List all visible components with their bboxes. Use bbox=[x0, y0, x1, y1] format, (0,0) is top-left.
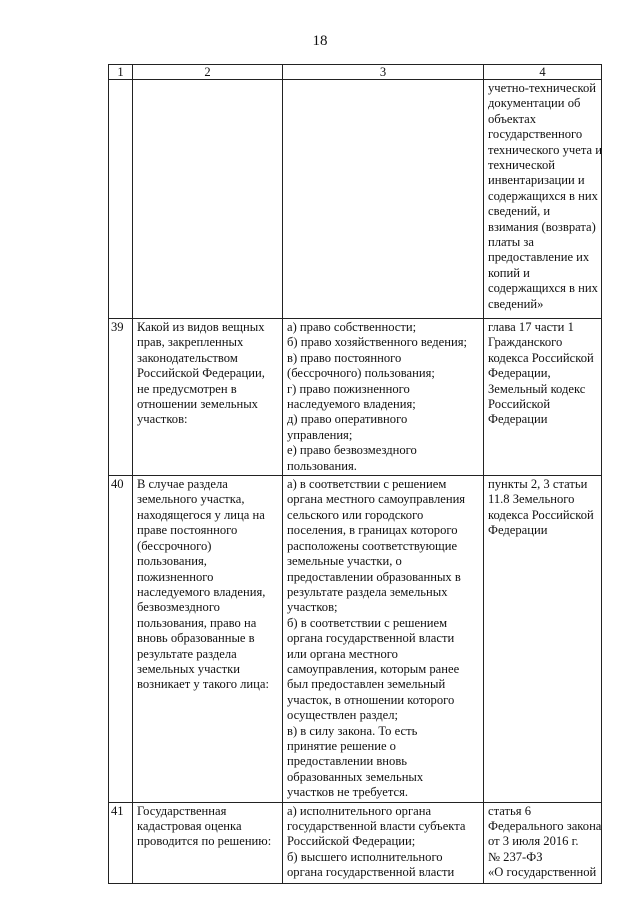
source-line: сведений, и bbox=[488, 204, 551, 219]
answers-line: в) в силу закона. То есть bbox=[287, 723, 418, 738]
answers-cell bbox=[283, 802, 484, 883]
answers-line: принятие решение о bbox=[287, 738, 396, 753]
answers-line: д) право оперативного bbox=[287, 412, 408, 427]
question-line: результате раздела bbox=[137, 646, 237, 661]
table-row bbox=[109, 319, 602, 476]
source-line: пункты 2, 3 статьи bbox=[488, 477, 588, 492]
question-line: участков: bbox=[137, 412, 188, 427]
row-number bbox=[109, 80, 133, 319]
answers-line: б) в соответствии с решением bbox=[287, 615, 448, 630]
answers-line: государственной власти субъекта bbox=[287, 819, 466, 833]
source-cell bbox=[484, 319, 602, 476]
column-header: 2 bbox=[133, 65, 283, 80]
question-line: пожизненного bbox=[137, 569, 214, 584]
source-line: копий и bbox=[488, 265, 530, 280]
question-line: Государственная bbox=[137, 803, 227, 818]
source-line: Федерации, bbox=[488, 366, 551, 381]
answers-line: органа местного самоуправления bbox=[287, 492, 466, 507]
source-line: платы за bbox=[488, 235, 534, 250]
question-line: проводится по решению: bbox=[137, 834, 272, 849]
answers-line: сельского или городского bbox=[287, 507, 424, 522]
answers-line: г) право пожизненного bbox=[287, 381, 410, 396]
question-line: вновь образованные в bbox=[137, 631, 255, 646]
answers-line: образованных земельных bbox=[287, 769, 424, 784]
source-line: учетно-технической bbox=[488, 81, 596, 95]
column-header: 1 bbox=[109, 65, 133, 80]
source-line: 11.8 Земельного bbox=[488, 492, 575, 507]
source-line: № 237-ФЗ bbox=[488, 849, 543, 864]
answers-line: результате раздела земельных bbox=[287, 584, 448, 599]
answers-line: участков; bbox=[287, 600, 338, 615]
table-row bbox=[109, 476, 602, 803]
source-line: от 3 июля 2016 г. bbox=[488, 834, 579, 849]
question-line: пользования, bbox=[137, 554, 207, 569]
source-line: технической bbox=[488, 158, 556, 173]
questions-table bbox=[108, 64, 602, 884]
question-cell bbox=[133, 80, 283, 319]
source-line: предоставление их bbox=[488, 250, 590, 265]
source-line: содержащихся в них bbox=[488, 281, 598, 296]
table-row bbox=[109, 802, 602, 883]
source-line: глава 17 части 1 bbox=[488, 320, 574, 334]
answers-line: е) право безвозмездного bbox=[287, 443, 417, 458]
question-line: кадастровая оценка bbox=[137, 819, 242, 833]
answers-line: б) высшего исполнительного bbox=[287, 849, 443, 864]
answers-line: органа государственной власти bbox=[287, 631, 455, 646]
answers-line: а) право собственности; bbox=[287, 320, 417, 334]
question-line: земельных участки bbox=[137, 661, 240, 676]
source-line: «О государственной bbox=[488, 865, 597, 880]
answers-line: предоставлении образованных в bbox=[287, 569, 461, 584]
question-line: наследуемого владения, bbox=[137, 584, 266, 599]
answers-line: органа государственной власти bbox=[287, 865, 455, 880]
answers-line: (бессрочного) пользования; bbox=[287, 366, 435, 381]
source-line: сведений» bbox=[488, 296, 544, 311]
answers-line: расположены соответствующие bbox=[287, 538, 458, 553]
source-line: кодекса Российской bbox=[488, 507, 594, 522]
source-cell bbox=[484, 80, 602, 319]
source-line: статья 6 bbox=[488, 803, 531, 818]
source-line: Федерации bbox=[488, 412, 548, 427]
source-line: государственного bbox=[488, 127, 583, 142]
answers-line: наследуемого владения; bbox=[287, 397, 416, 412]
answers-line: б) право хозяйственного ведения; bbox=[287, 335, 467, 350]
answers-cell bbox=[283, 476, 484, 803]
answers-cell bbox=[283, 80, 484, 319]
source-cell bbox=[484, 476, 602, 803]
question-line: не предусмотрен в bbox=[137, 381, 237, 396]
table-header-row bbox=[109, 65, 602, 80]
answers-line: осуществлен раздел; bbox=[287, 708, 398, 723]
source-line: Гражданского bbox=[488, 335, 563, 350]
row-number: 41 bbox=[109, 802, 133, 883]
source-line: кодекса Российской bbox=[488, 350, 594, 365]
answers-line: земельные участки, о bbox=[287, 554, 402, 569]
column-header: 4 bbox=[484, 65, 602, 80]
source-line: технического учета и bbox=[488, 142, 602, 157]
question-cell bbox=[133, 802, 283, 883]
question-line: находящегося у лица на bbox=[137, 507, 265, 522]
page-number: 18 bbox=[312, 33, 328, 49]
source-line: Федерации bbox=[488, 523, 548, 538]
question-line: прав, закрепленных bbox=[137, 335, 244, 350]
answers-line: Российской Федерации; bbox=[287, 834, 416, 849]
source-cell bbox=[484, 802, 602, 883]
answers-line: пользования. bbox=[287, 458, 357, 473]
source-line: Федерального закона bbox=[488, 819, 602, 833]
answers-line: поселения, в границах которого bbox=[287, 523, 458, 538]
question-line: возникает у такого лица: bbox=[137, 677, 269, 692]
answers-line: а) исполнительного органа bbox=[287, 803, 432, 818]
source-line: Земельный кодекс bbox=[488, 381, 586, 396]
answers-line: управления; bbox=[287, 427, 353, 442]
answers-line: самоуправления, которым ранее bbox=[287, 661, 460, 676]
answers-line: в) право постоянного bbox=[287, 350, 402, 365]
source-line: взимания (возврата) bbox=[488, 219, 596, 234]
row-number: 39 bbox=[109, 319, 133, 476]
question-cell bbox=[133, 476, 283, 803]
answers-line: предоставлении вновь bbox=[287, 754, 408, 769]
question-line: отношении земельных bbox=[137, 397, 258, 412]
source-line: объектах bbox=[488, 111, 536, 126]
table-row bbox=[109, 80, 602, 319]
question-line: Российской Федерации, bbox=[137, 366, 265, 381]
question-line: безвозмездного bbox=[137, 600, 220, 615]
question-line: земельного участка, bbox=[137, 492, 245, 507]
question-line: пользования, право на bbox=[137, 615, 257, 630]
question-line: законодательством bbox=[137, 350, 238, 365]
answers-line: участков не требуется. bbox=[287, 785, 409, 800]
question-line: Какой из видов вещных bbox=[137, 320, 265, 334]
answers-cell bbox=[283, 319, 484, 476]
source-line: документации об bbox=[488, 96, 581, 111]
question-line: (бессрочного) bbox=[137, 538, 212, 553]
source-line: Российской bbox=[488, 397, 551, 412]
column-header: 3 bbox=[283, 65, 484, 80]
answers-line: участок, в отношении которого bbox=[287, 692, 455, 707]
question-cell bbox=[133, 319, 283, 476]
answers-line: а) в соответствии с решением bbox=[287, 477, 447, 492]
question-line: В случае раздела bbox=[137, 477, 228, 492]
source-line: инвентаризации и bbox=[488, 173, 585, 188]
row-number: 40 bbox=[109, 476, 133, 803]
source-line: содержащихся в них bbox=[488, 188, 598, 203]
answers-line: или органа местного bbox=[287, 646, 398, 661]
question-line: праве постоянного bbox=[137, 523, 238, 538]
answers-line: был предоставлен земельный bbox=[287, 677, 446, 692]
